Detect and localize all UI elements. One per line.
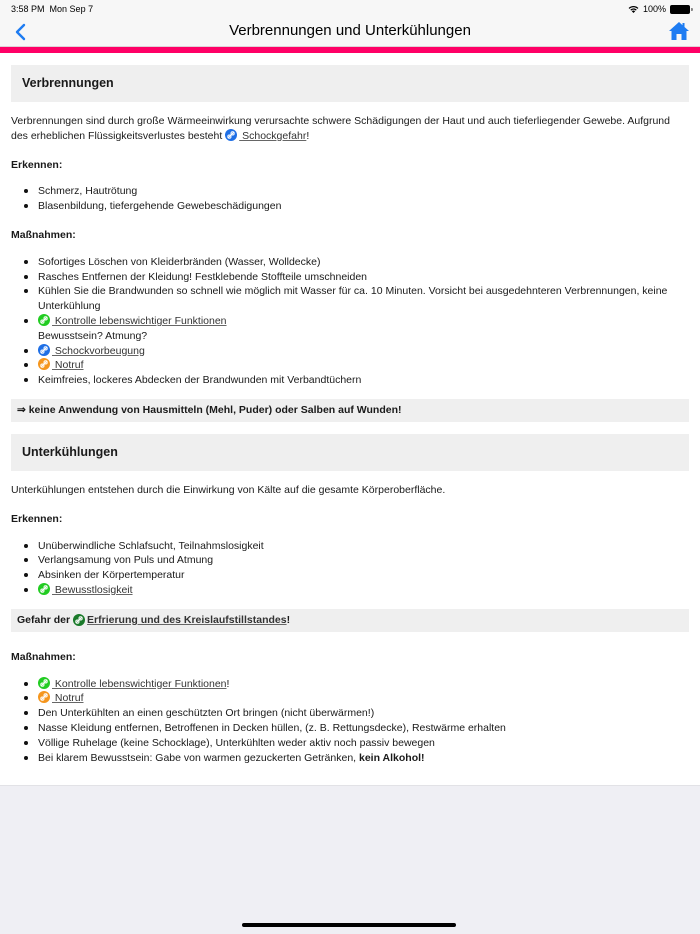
link-icon bbox=[38, 314, 50, 326]
link-notruf[interactable]: Notruf bbox=[52, 359, 84, 372]
link-kontrolle-funktionen[interactable]: Kontrolle lebenswichtiger Funktionen bbox=[52, 314, 227, 327]
list-item bbox=[38, 314, 689, 344]
link-icon bbox=[38, 344, 50, 356]
burns-recognize-list bbox=[11, 184, 689, 214]
list-item bbox=[38, 344, 689, 359]
link-icon bbox=[38, 691, 50, 703]
section-heading-hypothermia: Unterkühlungen bbox=[11, 434, 689, 471]
link-icon bbox=[38, 677, 50, 689]
list-item: Kontrolle lebenswichtiger Funktionen! bbox=[38, 677, 689, 692]
list-item: Blasenbildung, tiefergehende Gewebeschädigungen bbox=[38, 199, 689, 214]
hypothermia-measures-list bbox=[11, 677, 689, 766]
vital-subtext: Bewusstsein? Atmung? bbox=[38, 329, 148, 342]
list-item bbox=[38, 358, 689, 373]
home-indicator[interactable] bbox=[242, 923, 456, 927]
burns-measures-list bbox=[11, 255, 689, 388]
status-bar bbox=[0, 0, 700, 18]
burns-measures-label: Maßnahmen: bbox=[11, 228, 76, 241]
content-area bbox=[0, 53, 700, 786]
hypothermia-recognize-list bbox=[11, 539, 689, 598]
list-item: Nasse Kleidung entfernen, Betroffenen in Decken hüllen, (z. B. Rettungsdecke), Restwärme erhalten bbox=[38, 721, 689, 736]
hypothermia-measures-label: Maßnahmen: bbox=[11, 650, 76, 663]
list-item: Verlangsamung von Puls und Atmung bbox=[38, 553, 689, 568]
link-icon bbox=[73, 614, 85, 626]
page-title: Verbrennungen und Unterkühlungen bbox=[229, 22, 471, 39]
link-notruf[interactable]: Notruf bbox=[52, 692, 84, 705]
link-bewusstlosigkeit[interactable]: Bewusstlosigkeit bbox=[52, 583, 133, 596]
list-item: Schmerz, Hautrötung bbox=[38, 184, 689, 199]
accent-bar bbox=[0, 46, 700, 53]
hypothermia-intro: Unterkühlungen entstehen durch die Einwirkung von Kälte auf die gesamte Körperoberfläche. bbox=[11, 483, 446, 496]
list-item: Kühlen Sie die Brandwunden so schnell wie möglich mit Wasser für ca. 10 Minuten. Vorsicht bei ausgedehnteren Verbrennungen, keine Unterkühlung bbox=[38, 284, 689, 314]
list-item: Den Unterkühlten an einen geschützten Ort bringen (nicht überwärmen!) bbox=[38, 706, 689, 721]
battery-percent: 100% bbox=[642, 4, 666, 14]
burns-warning: ⇒ keine Anwendung von Hausmitteln (Mehl, Puder) oder Salben auf Wunden! bbox=[11, 399, 689, 422]
home-icon[interactable] bbox=[668, 20, 690, 42]
list-item: Rasches Entfernen der Kleidung! Festklebende Stoffteile umschneiden bbox=[38, 270, 689, 285]
battery-icon bbox=[670, 5, 690, 14]
link-icon bbox=[38, 583, 50, 595]
list-item: Völlige Ruhelage (keine Schocklage), Unterkühlten weder aktiv noch passiv bewegen bbox=[38, 736, 689, 751]
wifi-icon bbox=[628, 5, 639, 13]
hypothermia-danger: Gefahr der Erfrierung und des Kreislaufstillstandes ! bbox=[11, 609, 689, 632]
list-item: Absinken der Körpertemperatur bbox=[38, 568, 689, 583]
list-item bbox=[38, 583, 689, 598]
list-item bbox=[38, 691, 689, 706]
list-item: Bei klarem Bewusstsein: Gabe von warmen gezuckerten Getränken, kein Alkohol! bbox=[38, 751, 689, 766]
burns-intro: Verbrennungen sind durch große Wärmeeinwirkung verursachte schwere Schädigungen der Haut und auch tieferliegender Gewebe. Aufgrund des erheblichen Flüssigkeitsverlustes besteht Schockgefahr! bbox=[11, 115, 670, 142]
link-kontrolle-funktionen[interactable]: Kontrolle lebenswichtiger Funktionen bbox=[52, 677, 227, 690]
link-icon bbox=[225, 129, 237, 141]
link-schockgefahr[interactable]: Schockgefahr bbox=[239, 129, 307, 142]
link-icon bbox=[38, 358, 50, 370]
status-right bbox=[628, 4, 690, 14]
hypothermia-recognize-label: Erkennen: bbox=[11, 512, 63, 525]
link-erfrierung[interactable]: Erfrierung und des Kreislaufstillstandes bbox=[87, 613, 287, 626]
list-item: Unüberwindliche Schlafsucht, Teilnahmslosigkeit bbox=[38, 539, 689, 554]
link-schockvorbeugung[interactable]: Schockvorbeugung bbox=[52, 344, 145, 357]
no-alcohol-emphasis: kein Alkohol! bbox=[359, 751, 425, 764]
list-item: Sofortiges Löschen von Kleiderbränden (Wasser, Wolldecke) bbox=[38, 255, 689, 270]
nav-bar bbox=[0, 18, 700, 46]
section-heading-burns: Verbrennungen bbox=[11, 65, 689, 102]
list-item: Keimfreies, lockeres Abdecken der Brandwunden mit Verbandtüchern bbox=[38, 373, 689, 388]
status-time: 3:58 PM Mon Sep 7 bbox=[11, 4, 94, 14]
burns-recognize-label: Erkennen: bbox=[11, 158, 63, 171]
